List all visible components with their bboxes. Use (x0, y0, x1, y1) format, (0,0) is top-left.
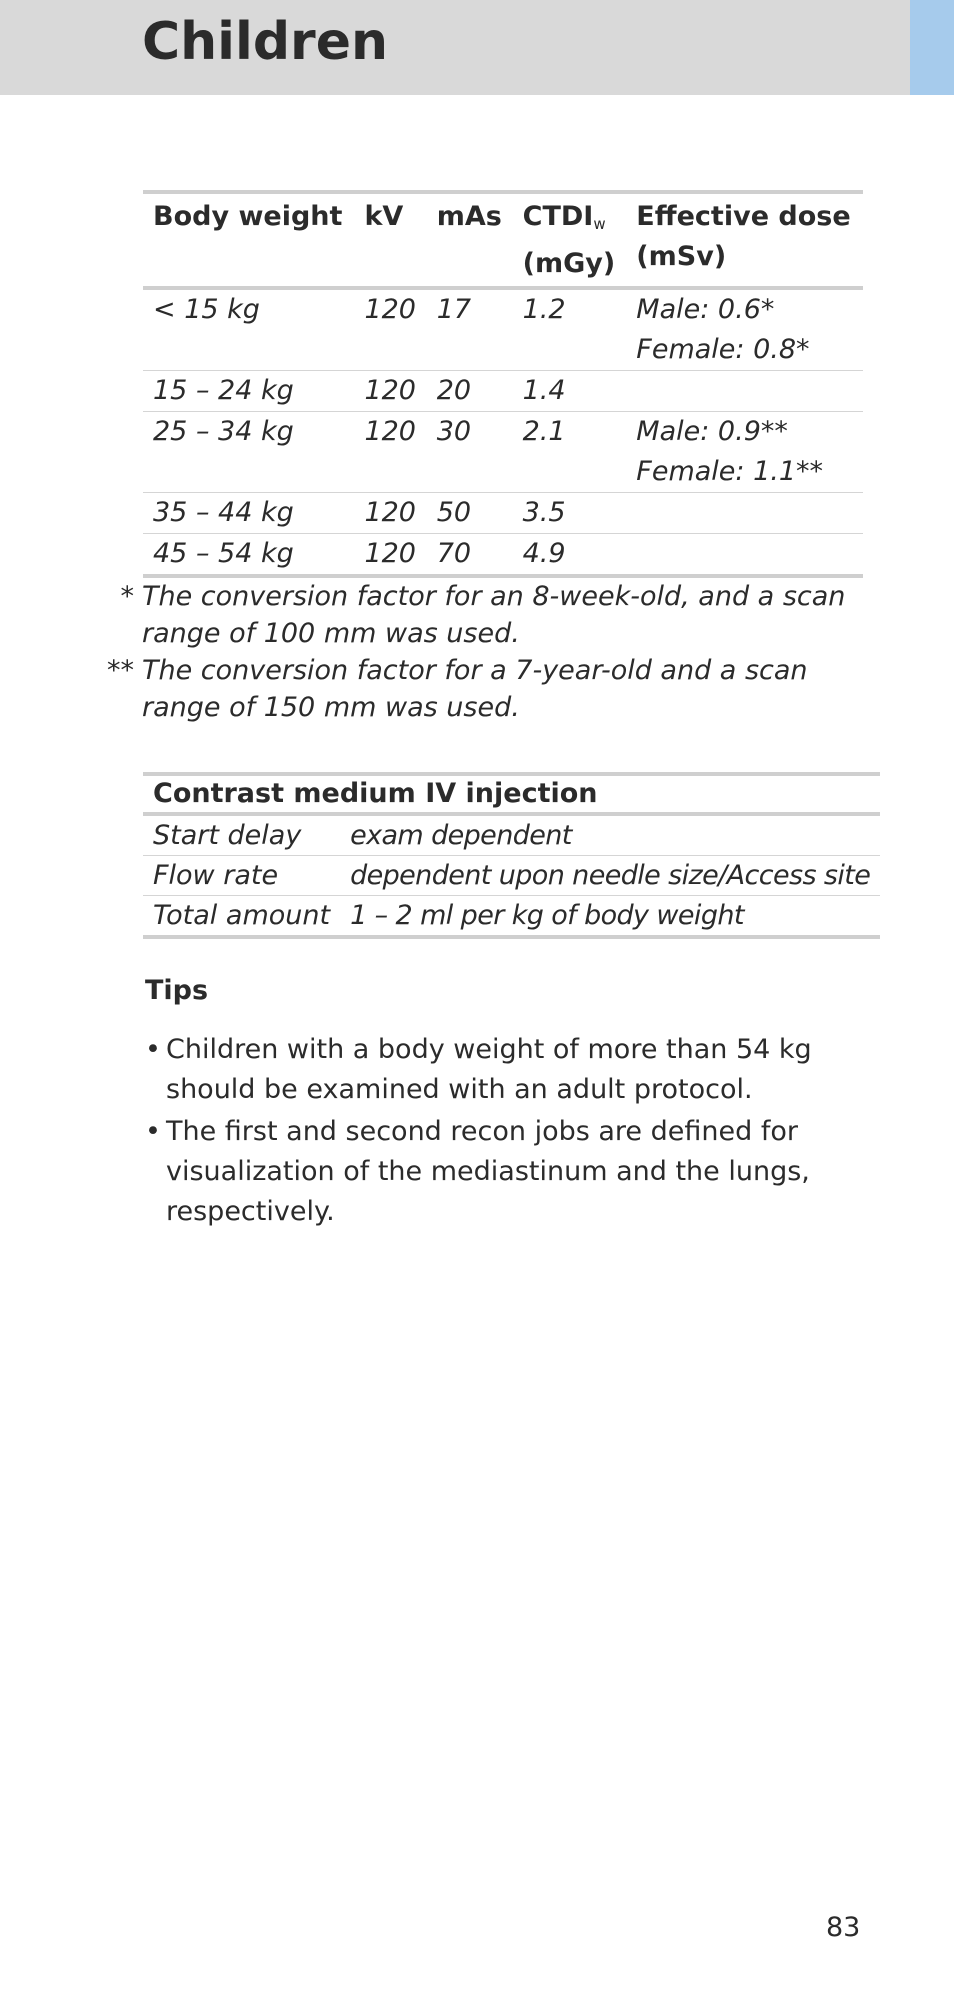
effective-dose-unit: (mSv) (636, 241, 727, 272)
dose-male: Male: 0.9** (636, 416, 788, 447)
footnote-text: The conversion factor for a 7-year-old and a scan range of 150 mm was used. (142, 655, 808, 723)
contrast-table (143, 772, 880, 939)
cell-mas: 30 (436, 416, 472, 447)
cell-mas: 20 (436, 375, 472, 406)
row-label: Start delay (153, 820, 302, 851)
cell-kv: 120 (364, 497, 416, 528)
table-row (143, 493, 863, 534)
row-label: Total amount (153, 900, 331, 931)
cell-effective-dose (626, 412, 863, 493)
row-value: exam dependent (350, 820, 572, 851)
col-header-effective-dose (626, 192, 863, 288)
cell-effective-dose (626, 493, 863, 534)
cell-ctdi: 2.1 (522, 416, 566, 447)
table-row (143, 371, 863, 412)
contrast-table-heading: Contrast medium IV injection (153, 778, 598, 809)
table-row (143, 856, 880, 896)
footnote-2 (0, 652, 954, 726)
table-row (143, 288, 863, 371)
list-item (145, 1030, 865, 1110)
cell-effective-dose (626, 288, 863, 371)
footnotes (0, 578, 954, 726)
footnote-mark: ** (107, 655, 134, 686)
footnote-text: The conversion factor for an 8-week-old, and a scan range of 100 mm was used. (142, 581, 846, 649)
table-row (143, 534, 863, 577)
tips-list (145, 1030, 865, 1234)
table-row (143, 896, 880, 938)
cell-kv: 120 (364, 375, 416, 406)
col-header-kv: kV (364, 201, 404, 232)
dose-table (143, 190, 863, 578)
cell-kv: 120 (364, 294, 416, 325)
cell-weight: 25 – 34 kg (153, 416, 294, 447)
cell-mas: 50 (436, 497, 472, 528)
cell-mas: 17 (436, 294, 472, 325)
table-row (143, 814, 880, 856)
cell-ctdi: 1.2 (522, 294, 566, 325)
cell-kv: 120 (364, 416, 416, 447)
cell-effective-dose (626, 371, 863, 412)
page-number: 83 (826, 1912, 861, 1943)
cell-weight: 45 – 54 kg (153, 538, 294, 569)
page-header (0, 0, 954, 95)
col-header-body-weight: Body weight (153, 201, 343, 232)
page-title: Children (142, 12, 388, 72)
cell-weight: 35 – 44 kg (153, 497, 294, 528)
dose-male: Male: 0.6* (636, 294, 775, 325)
bullet-icon: • (145, 1116, 161, 1147)
bullet-icon: • (145, 1034, 161, 1065)
ctdi-unit: (mGy) (522, 248, 616, 279)
cell-effective-dose (626, 534, 863, 577)
contrast-table-header-row (143, 774, 880, 814)
cell-kv: 120 (364, 538, 416, 569)
table-row (143, 412, 863, 493)
col-header-mas: mAs (436, 201, 502, 232)
col-header-ctdi (513, 192, 627, 288)
row-value: 1 – 2 ml per kg of body weight (350, 900, 744, 931)
row-value: dependent upon needle size/Access site (350, 860, 871, 891)
effective-dose-label: Effective dose (636, 201, 851, 232)
cell-ctdi: 1.4 (522, 375, 566, 406)
tip-text: Children with a body weight of more than 54 kg should be examined with an adult protocol. (166, 1034, 812, 1105)
tips-heading: Tips (145, 975, 209, 1006)
dose-table-header-row (143, 192, 863, 288)
cell-mas: 70 (436, 538, 472, 569)
section-tab-marker (910, 0, 954, 95)
row-label: Flow rate (153, 860, 279, 891)
ctdi-label: CTDI (522, 201, 594, 232)
cell-weight: < 15 kg (153, 294, 260, 325)
footnote-mark: * (120, 581, 134, 612)
tip-text: The first and second recon jobs are defined for visualization of the mediastinum and the lungs, respectively. (166, 1116, 810, 1227)
dose-female: Female: 0.8* (636, 334, 810, 365)
dose-female: Female: 1.1** (636, 456, 824, 487)
list-item (145, 1112, 865, 1232)
footnote-1 (0, 578, 954, 652)
cell-weight: 15 – 24 kg (153, 375, 294, 406)
ctdi-subscript: w (593, 215, 606, 233)
cell-ctdi: 4.9 (522, 538, 566, 569)
cell-ctdi: 3.5 (522, 497, 566, 528)
